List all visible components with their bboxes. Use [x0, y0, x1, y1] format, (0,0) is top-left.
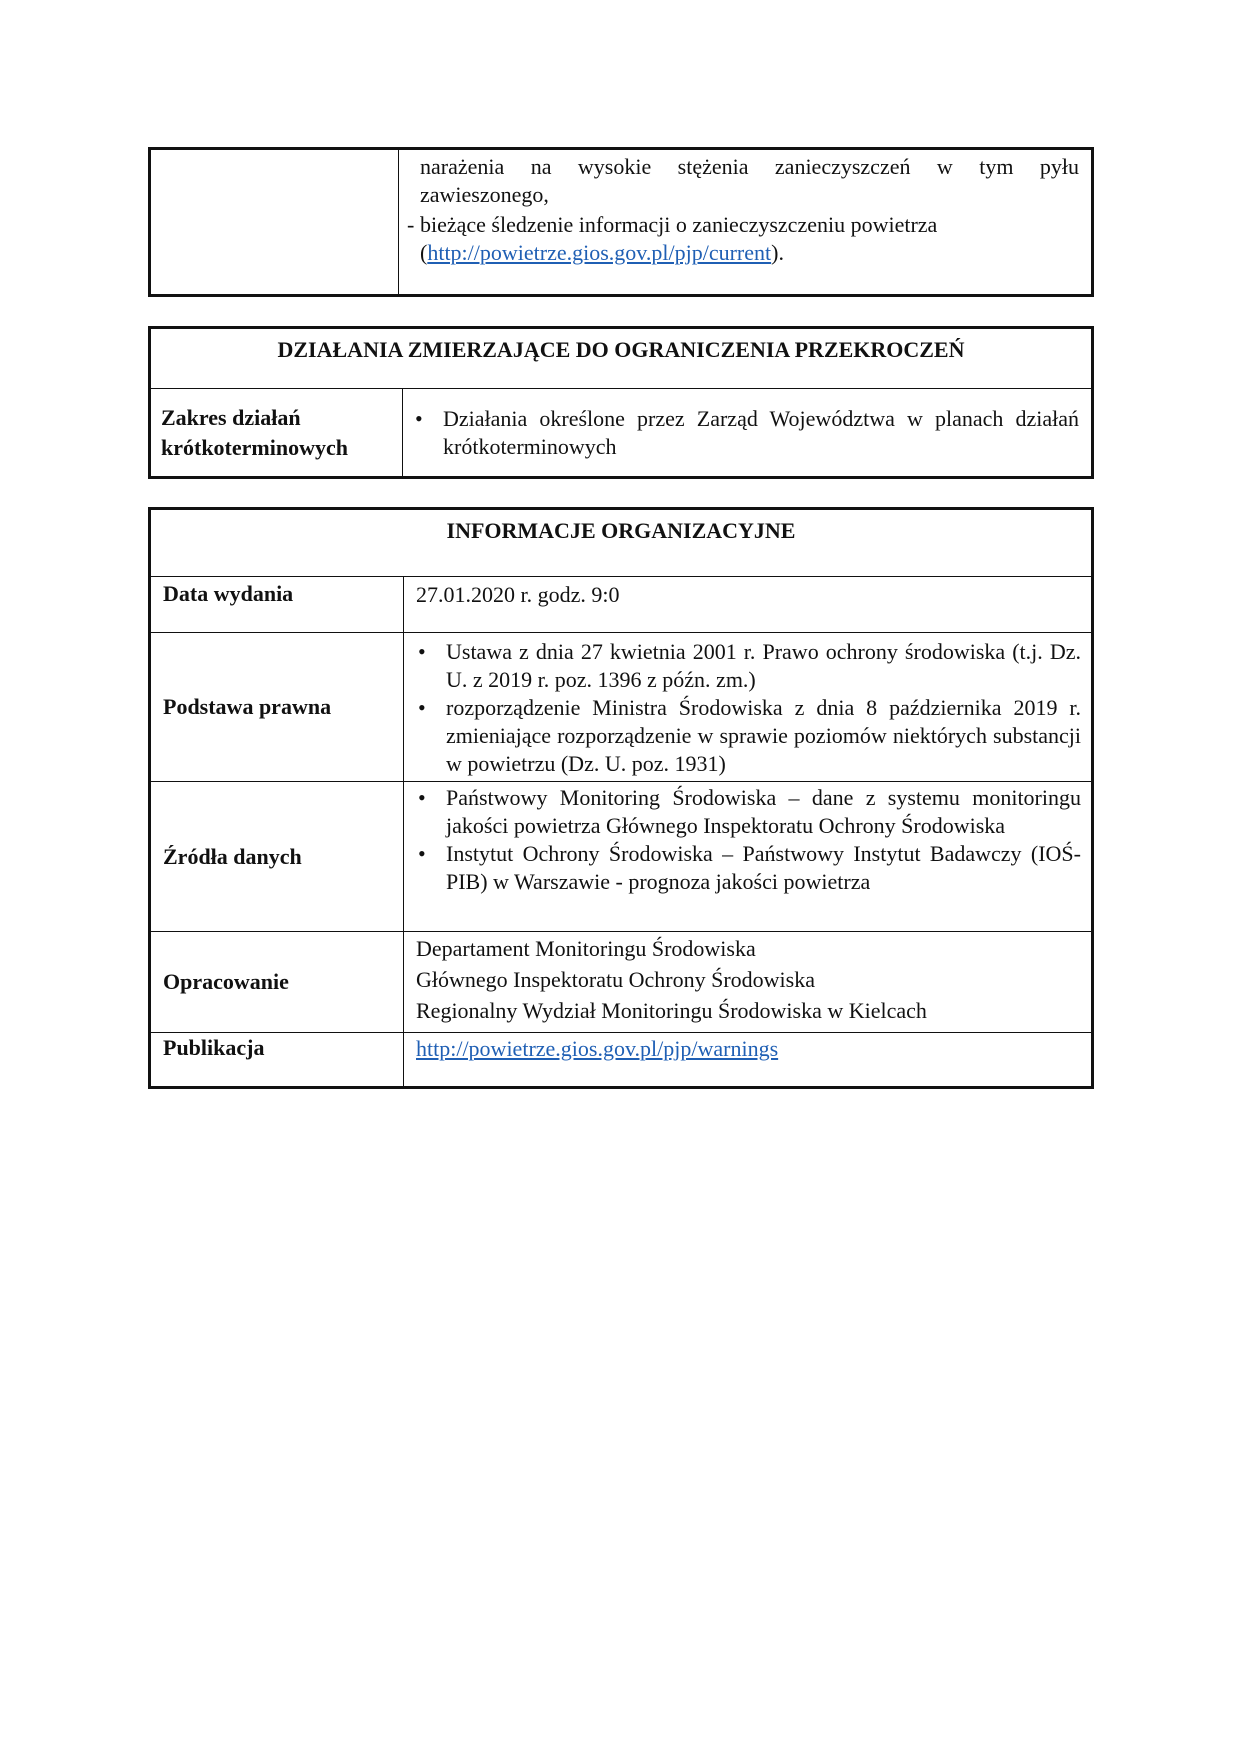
prepared-by-label [151, 932, 404, 1032]
actions-content-cell [403, 389, 1091, 476]
continuation-table [148, 147, 1094, 297]
open-paren: ( [420, 240, 428, 265]
prepared-by-content [404, 932, 1091, 1032]
publication-label-text: Publikacja [163, 1035, 265, 1060]
prepared-by-label-text: Opracowanie [163, 969, 289, 994]
organizational-info-header: INFORMACJE ORGANIZACYJNE [446, 518, 796, 543]
legal-basis-item: • rozporządzenie Ministra Środowiska z dnia 8 października 2019 r. zmieniające rozporządzenie w sprawie poziomów niektórych substancji w powietrzu (Dz. U. poz. 1931) [414, 694, 1081, 778]
issue-date-label [151, 577, 404, 632]
continuation-item-2-text: bieżące śledzenie informacji o zanieczyszczeniu powietrza [420, 212, 938, 237]
actions-label-cell [151, 389, 403, 476]
prepared-by-line: Regionalny Wydział Monitoringu Środowiska w Kielcach [416, 998, 927, 1023]
data-sources-label [151, 782, 404, 931]
publication-content [404, 1033, 1091, 1087]
close-paren: ). [771, 240, 784, 265]
legal-basis-label [151, 633, 404, 781]
actions-list [411, 405, 1079, 461]
continuation-line-2: zawieszonego, [420, 182, 549, 207]
legal-basis-item: • Ustawa z dnia 27 kwietnia 2001 r. Prawo ochrony środowiska (t.j. Dz. U. z 2019 r. poz. 1396 z późn. zm.) [414, 638, 1081, 694]
issue-date-label-text: Data wydania [163, 581, 294, 606]
prepared-by-line: Głównego Inspektoratu Ochrony Środowiska [416, 967, 815, 992]
actions-table [148, 326, 1094, 479]
continuation-item-2 [407, 211, 1079, 239]
data-source-item: • Państwowy Monitoring Środowiska – dane z systemu monitoringu jakości powietrza Głównego Inspektoratu Ochrony Środowiska [414, 784, 1081, 840]
data-sources-content [404, 782, 1091, 931]
actions-label-line-1: Zakres działań [161, 404, 301, 430]
actions-table-header: DZIAŁANIA ZMIERZAJĄCE DO OGRANICZENIA PRZEKROCZEŃ [277, 337, 965, 362]
data-sources-label-text: Źródła danych [163, 843, 302, 869]
continuation-empty-cell [151, 150, 399, 294]
actions-list-item: • Działania określone przez Zarząd Województwa w planach działań krótkoterminowych [411, 405, 1079, 461]
legal-basis-label-text: Podstawa prawna [163, 694, 332, 719]
legal-basis-content [404, 633, 1091, 781]
data-source-item: • Instytut Ochrony Środowiska – Państwowy Instytut Badawczy (IOŚ-PIB) w Warszawie - prognoza jakości powietrza [414, 840, 1081, 896]
warnings-link[interactable]: http://powietrze.gios.gov.pl/pjp/warnings [416, 1036, 779, 1061]
data-sources-list [414, 784, 1081, 896]
prepared-by-line: Departament Monitoringu Środowiska [416, 936, 756, 961]
actions-label-line-2: krótkoterminowych [161, 434, 348, 460]
issue-date-value: 27.01.2020 r. godz. 9:0 [416, 582, 620, 607]
publication-label [151, 1033, 404, 1087]
organizational-info-table [148, 507, 1094, 1089]
current-data-link[interactable]: http://powietrze.gios.gov.pl/pjp/current [427, 240, 772, 265]
continuation-item-2-link-line [407, 239, 1079, 267]
continuation-line-1: narażenia na wysokie stężenia zanieczyszczeń w tym pyłu [420, 154, 1079, 179]
legal-basis-list [414, 638, 1081, 778]
continuation-content-cell [399, 150, 1091, 294]
dash-marker: - [407, 212, 415, 237]
